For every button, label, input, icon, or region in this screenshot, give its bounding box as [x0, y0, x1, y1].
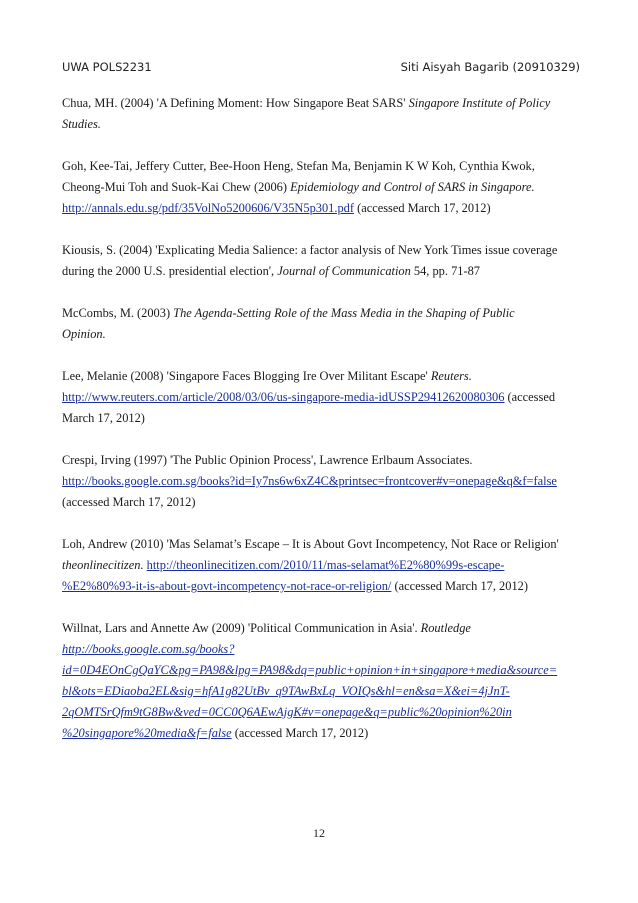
reference-text: Goh, Kee-Tai, Jeffery Cutter, Bee-Hoon Heng, Stefan Ma, Benjamin K W Koh, Cynthia Kwok,: [62, 159, 535, 173]
reference-line: [62, 576, 582, 597]
reference-text: Kiousis, S. (2004) 'Explicating Media Salience: a factor analysis of New York Times issue coverage: [62, 243, 558, 257]
reference-text: (accessed March 17, 2012): [391, 579, 528, 593]
reference-line: [62, 723, 582, 744]
reference-link[interactable]: id=0D4EOnCgQaYC&pg=PA98&lpg=PA98&dq=public+opinion+in+singapore+media&source=: [62, 663, 558, 677]
reference-entry: [62, 240, 582, 282]
reference-link[interactable]: http://books.google.com.sg/books?id=Iy7ns6w6xZ4C&printsec=frontcover#v=onepage&q&f=false: [62, 474, 557, 488]
reference-entry: [62, 618, 582, 744]
reference-italic-text: Epidemiology and Control of SARS in Singapore.: [290, 180, 535, 194]
reference-italic-text: Singapore Institute of Policy: [408, 96, 551, 110]
reference-entry: [62, 534, 582, 597]
reference-link[interactable]: http://books.google.com.sg/books?: [62, 642, 235, 656]
reference-italic-text: The Agenda-Setting Role of the Mass Media in the Shaping of Public: [173, 306, 515, 320]
reference-line: [62, 660, 582, 681]
reference-line: [62, 639, 582, 660]
reference-line: [62, 366, 582, 387]
reference-text: McCombs, M. (2003): [62, 306, 174, 320]
reference-text: (accessed March 17, 2012): [353, 201, 491, 215]
reference-link[interactable]: http://theonlinecitizen.com/2010/11/mas-selamat%E2%80%99s-escape-: [146, 558, 505, 572]
reference-line: [62, 303, 582, 324]
reference-italic-text: Routledge: [420, 621, 471, 635]
reference-text: (accessed: [504, 390, 556, 404]
header-author: Siti Aisyah Bagarib (20910329): [400, 60, 580, 74]
reference-line: [62, 618, 582, 639]
reference-text: Willnat, Lars and Annette Aw (2009) 'Political Communication in Asia'.: [62, 621, 421, 635]
reference-line: [62, 408, 582, 429]
reference-line: [62, 450, 582, 471]
page-header: [62, 60, 580, 74]
reference-line: [62, 555, 582, 576]
reference-link[interactable]: bl&ots=EDiaoba2EL&sig=hfA1g82UtBv_q9TAwBxLq_VOIQs&hl=en&sa=X&ei=4jJnT-: [62, 684, 510, 698]
reference-line: [62, 471, 582, 492]
reference-italic-text: theonlinecitizen.: [62, 558, 144, 572]
header-course: UWA POLS2231: [62, 60, 152, 74]
reference-text: Lee, Melanie (2008) 'Singapore Faces Blogging Ire Over Militant Escape': [62, 369, 431, 383]
reference-line: [62, 198, 582, 219]
reference-italic-text: Opinion.: [62, 327, 106, 341]
reference-entry: [62, 93, 582, 135]
reference-line: [62, 177, 582, 198]
reference-entry: [62, 156, 582, 219]
reference-link[interactable]: 2qOMTSrQfm9tG8Bw&ved=0CC0Q6AEwAjgK#v=onepage&q=public%20opinion%20in: [62, 705, 512, 719]
reference-italic-text: Studies.: [62, 117, 101, 131]
reference-text: 54, pp. 71-87: [410, 264, 480, 278]
reference-text: Cheong-Mui Toh and Suok-Kai Chew (2006): [62, 180, 291, 194]
reference-entry: [62, 366, 582, 429]
reference-italic-text: Journal of Communication: [277, 264, 411, 278]
reference-line: [62, 681, 582, 702]
reference-line: [62, 702, 582, 723]
reference-line: [62, 93, 582, 114]
reference-line: [62, 156, 582, 177]
reference-line: [62, 324, 582, 345]
reference-line: [62, 534, 582, 555]
reference-line: [62, 240, 582, 261]
reference-link[interactable]: %20singapore%20media&f=false: [62, 726, 232, 740]
reference-text: Crespi, Irving (1997) 'The Public Opinion Process', Lawrence Erlbaum Associates.: [62, 453, 473, 467]
reference-entry: [62, 303, 582, 345]
reference-text: Chua, MH. (2004) 'A Defining Moment: How Singapore Beat SARS': [62, 96, 409, 110]
reference-text: March 17, 2012): [62, 411, 145, 425]
reference-link[interactable]: %E2%80%93-it-is-about-govt-incompetency-not-race-or-religion/: [62, 579, 392, 593]
reference-text: during the 2000 U.S. presidential election',: [62, 264, 278, 278]
reference-line: [62, 387, 582, 408]
reference-text: (accessed March 17, 2012): [231, 726, 369, 740]
reference-line: [62, 492, 582, 513]
reference-italic-text: Reuters.: [430, 369, 472, 383]
reference-list: [62, 93, 582, 765]
reference-text: (accessed March 17, 2012): [62, 495, 196, 509]
reference-link[interactable]: http://www.reuters.com/article/2008/03/06/us-singapore-media-idUSSP29412620080306: [62, 390, 505, 404]
reference-line: [62, 114, 582, 135]
reference-entry: [62, 450, 582, 513]
page-number: 12: [313, 826, 325, 840]
reference-line: [62, 261, 582, 282]
reference-text: Loh, Andrew (2010) 'Mas Selamat’s Escape – It is About Govt Incompetency, Not Race or Religion': [62, 537, 559, 551]
reference-link[interactable]: http://annals.edu.sg/pdf/35VolNo5200606/V35N5p301.pdf: [62, 201, 354, 215]
